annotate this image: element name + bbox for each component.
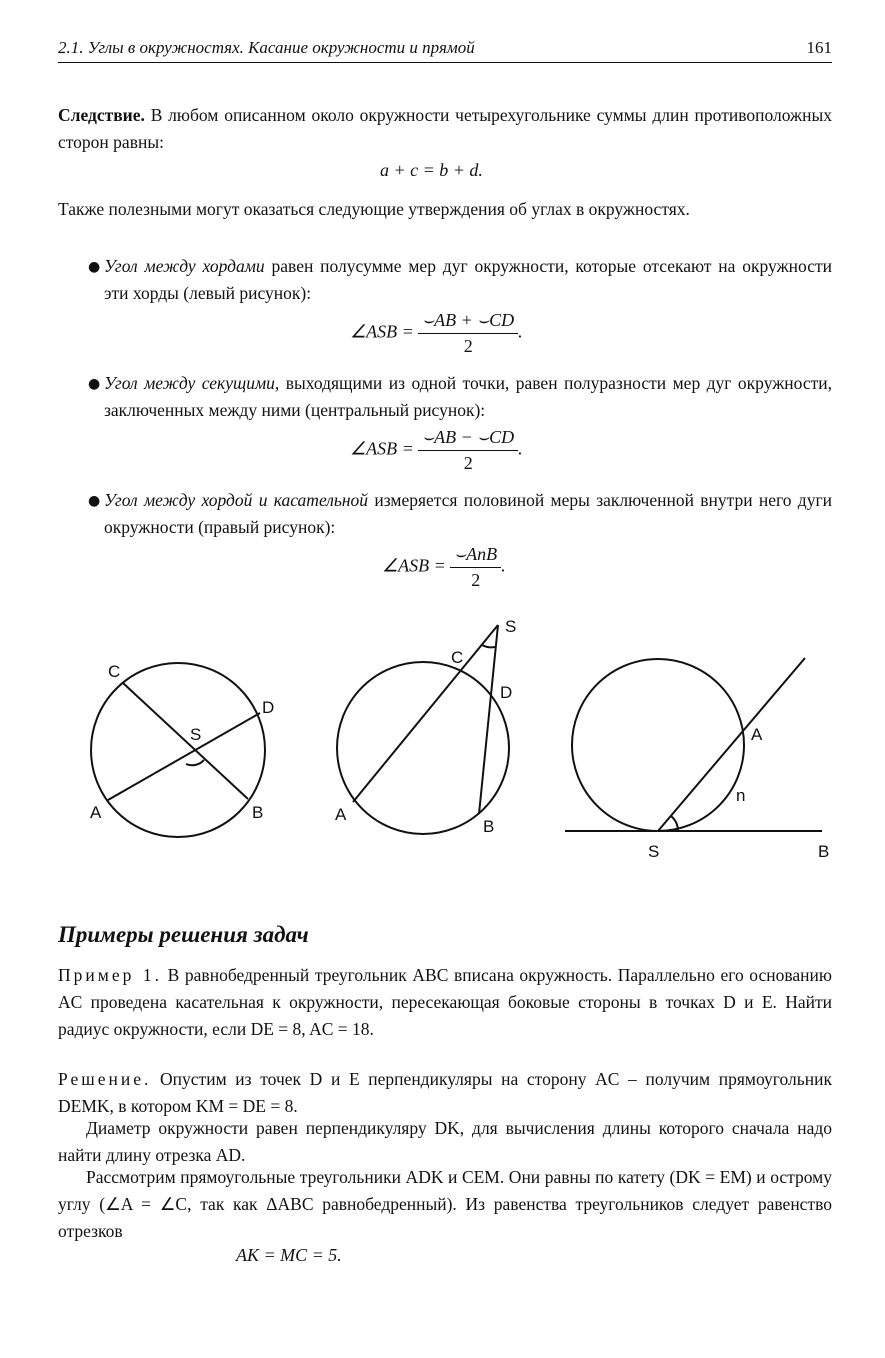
figures [0,600,885,870]
solution-paragraph-2: Диаметр окружности равен перпендикуляру DK, для вычисления длины которого сначала надо найти длину отрезка AD. [58,1118,832,1165]
statement-1-text: равен полусумме мер дуг окружности, которые отсекают на окружности эти хорды (левый рисунок): [104,256,832,303]
solution-paragraph-1 [58,1066,832,1120]
center-circle [337,662,509,834]
center-label-s: S [505,617,517,636]
section-title: Примеры решения задач [58,922,309,947]
statement-1-term: Угол между хордами [104,256,265,276]
statement-2-text: выходящими из одной точки, равен полуразности мер дуг окружности, заключенных между ними (центральный рисунок): [104,373,833,420]
corollary-formula: a + c = b + d. [380,160,483,180]
right-label-s: S [648,842,660,861]
center-label-a: A [335,805,347,824]
formula-2-end: . [518,438,523,459]
formula-2-fraction [418,427,518,474]
statement-2-term: Угол между секущими, [104,373,280,393]
left-label-b: B [252,803,264,822]
formula-3-numerator: ⌣AnB [450,544,501,568]
formula-3-lhs: ∠ASB = [382,555,446,576]
solution-label: Решение. [58,1069,152,1089]
formula-1-numerator: ⌣AB + ⌣CD [418,310,518,334]
formula-2-denominator: 2 [463,453,473,473]
right-circle [572,659,744,831]
statement-3-term: Угол между хордой и касательной [104,490,369,510]
center-label-b: B [483,817,495,836]
formula-1-fraction [418,310,518,357]
page-number: 161 [806,38,832,57]
right-label-a: A [751,725,763,744]
figure-left [91,663,265,837]
figure-center [337,625,509,834]
statement-3-text: измеряется половиной меры заключенной внутри него дуги окружности (правый рисунок): [104,490,833,537]
formula-chords [350,310,523,357]
formula-secants [350,427,523,474]
formula-chord-tangent [382,544,506,591]
formula-1-lhs: ∠ASB = [350,321,414,342]
left-label-c: C [108,662,121,681]
example-label: Пример 1. [58,965,163,985]
bullet-3: ● [88,493,101,509]
corollary-text: В любом описанном около окружности четырехугольнике суммы длин противоположных сторон равны: [58,105,832,152]
formula-1-denominator: 2 [463,336,473,356]
formula-3-fraction [450,544,501,591]
formula-3-denominator: 2 [471,570,481,590]
center-label-d: D [500,683,513,702]
statement-chord-tangent [104,487,832,541]
formula-1-end: . [518,321,523,342]
header-title: 2.1. Углы в окружностях. Касание окружности и прямой [58,38,475,57]
left-chord-ad [108,713,260,800]
center-label-c: C [451,648,464,667]
solution-paragraph-3: Рассмотрим прямоугольные треугольники ADK и CEM. Они равны по катету (DK = EM) и острому углу (∠A = ∠C, так как ΔABC равнобедренный). Из равенства треугольников следует равенство отрезков [58,1167,832,1241]
right-chord-line [658,658,805,831]
bullet-2: ● [88,376,101,392]
statement-secants [104,370,832,424]
solution-p1: Опустим из точек D и E перпендикуляры на сторону AC – получим прямоугольник DEMK, в котором KM = DE = 8. [58,1069,832,1116]
solution-formula: AK = MC = 5. [236,1245,342,1265]
bullet-1: ● [88,259,101,275]
corollary-label: Следствие. [58,105,145,125]
left-label-d: D [262,698,275,717]
formula-2-numerator: ⌣AB − ⌣CD [418,427,518,451]
left-angle-arc [186,760,204,765]
statement-chords [104,253,832,307]
formula-2-lhs: ∠ASB = [350,438,414,459]
figure-right [565,658,822,831]
example-text: В равнобедренный треугольник ABC вписана окружность. Параллельно его основанию AC проведена касательная к окружности, пересекающая боковые стороны в точках D и E. Найти радиус окружности, если DE = 8, AC = 18. [58,965,832,1039]
left-circle [91,663,265,837]
center-angle-arc [482,645,495,647]
running-header [58,36,832,63]
center-secant-b [479,625,498,814]
right-label-b: B [818,842,830,861]
right-label-n: n [736,786,746,805]
formula-3-end: . [501,555,506,576]
left-label-a: A [90,803,102,822]
example-paragraph [58,962,832,1043]
left-label-s: S [190,725,202,744]
center-secant-a [353,625,498,802]
intro-paragraph: Также полезными могут оказаться следующие утверждения об углах в окружностях. [58,199,690,219]
corollary-paragraph [58,102,832,156]
